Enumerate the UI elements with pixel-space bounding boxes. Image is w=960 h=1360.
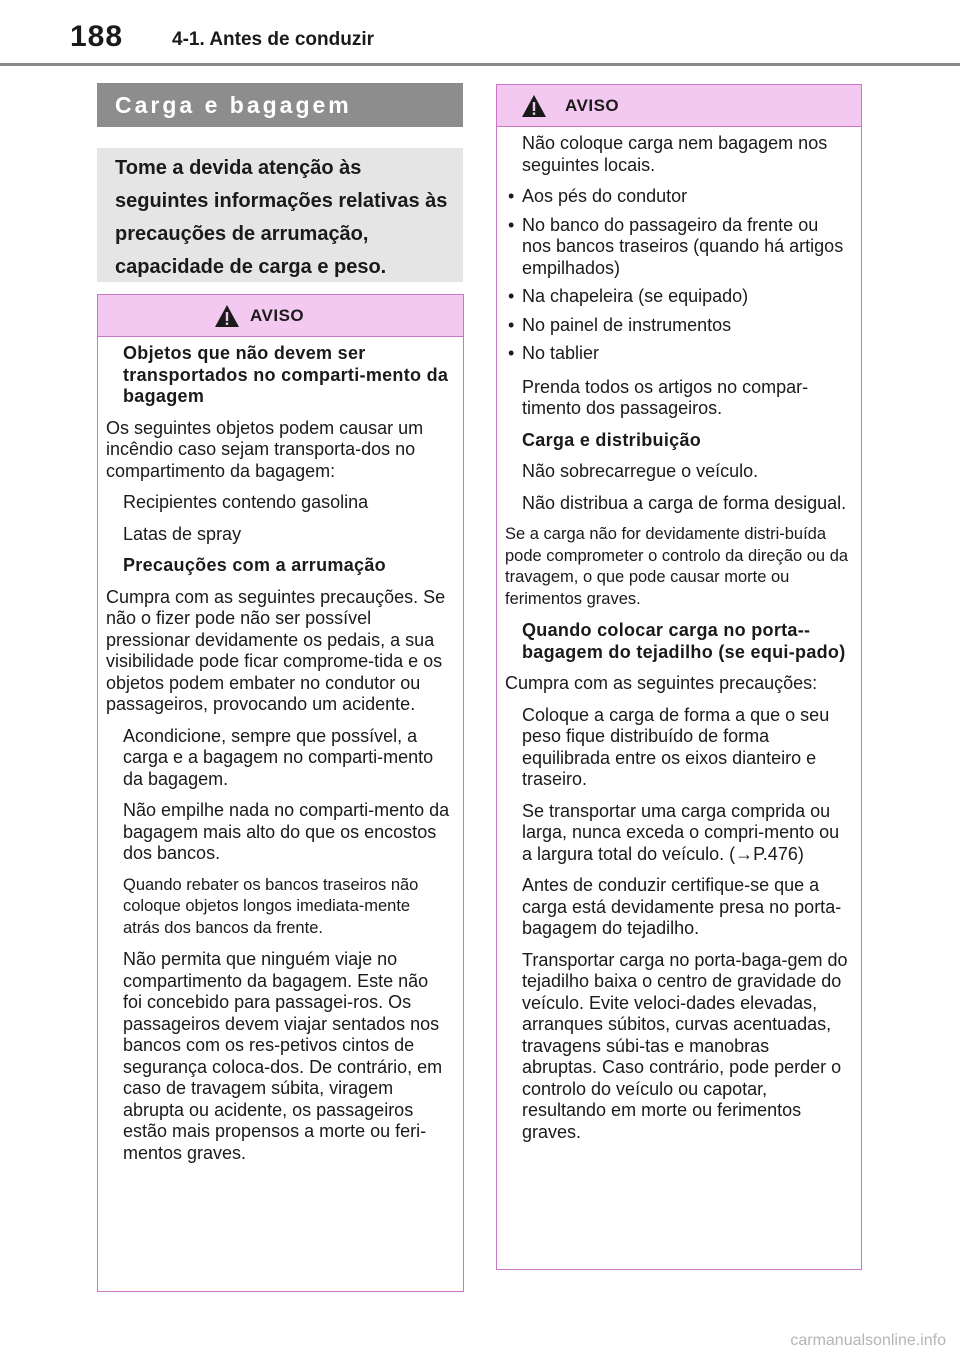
warning-header <box>98 295 463 337</box>
warning-item: Coloque a carga de forma a que o seu peso fique distribuído de forma equilibrada entre os eixos dianteiro e traseiro. <box>522 704 830 789</box>
warning-item: Latas de spray <box>123 523 242 544</box>
warning-label: AVISO <box>565 96 620 115</box>
warning-body <box>98 337 463 1164</box>
warning-box-right <box>496 84 862 1270</box>
warning-item: Antes de conduzir certifique-se que a carga está devidamente presa no porta-bagagem do tejadilho. <box>522 875 842 938</box>
warning-item: Quando rebater os bancos traseiros não coloque objetos longos imediata-mente atrás dos bancos da frente. <box>123 875 419 937</box>
warning-item: Não distribua a carga de forma desigual. <box>522 492 847 513</box>
warning-text: Prenda todos os artigos no compar-timento dos passageiros. <box>522 376 809 418</box>
warning-text: Não coloque carga nem bagagem nos seguintes locais. <box>522 133 828 175</box>
warning-item: Recipientes contendo gasolina <box>123 492 369 512</box>
warning-header <box>497 85 861 127</box>
warning-text: Se a carga não for devidamente distri-buída pode comprometer o controlo da direção ou da travagem, o que pode causar morte ou ferimentos graves. <box>505 525 849 608</box>
bullet-item: • Na chapeleira (se equipado) <box>505 286 849 308</box>
section-title: 4-1. Antes de conduzir <box>172 29 374 50</box>
warning-text: Os seguintes objetos podem causar um incêndio caso sejam transporta-dos no compartimento da bagagem: <box>106 417 424 481</box>
warning-subheading: Precauções com a arrumação <box>123 555 386 575</box>
intro-text: Tome a devida atenção às seguintes informações relativas às precauções de arrumação, capacidade de carga e peso. <box>115 157 448 278</box>
warning-body <box>497 127 861 1143</box>
bullet-item: • No tablier <box>505 343 849 365</box>
watermark: carmanualsonline.info <box>790 1332 946 1349</box>
warning-text: Cumpra com as seguintes precauções. Se não o fizer pode não ser possível pressionar devidamente os pedais, a sua visibilidade pode ficar comprome-tida e os objetos podem embater no condutor ou passageiros, provocando um acidente. <box>106 586 446 714</box>
bullet-item: • No painel de instrumentos <box>505 315 849 337</box>
warning-item: Não permita que ninguém viaje no compartimento da bagagem. Este não foi concebido para passagei-ros. Os passageiros devem viajar sentados nos bancos com os res-petivos cintos de segurança coloca-dos. De contrário, em caso de travagem súbita, viragem abrupta ou acidente, os passageiros estão mais propensos a morte ou feri-mentos graves. <box>123 949 443 1163</box>
warning-item: Se transportar uma carga comprida ou larga, nunca exceda o compri-mento ou a largura total do veículo. (→P.476) <box>522 800 840 864</box>
warning-item: Acondicione, sempre que possível, a carga e a bagagem no comparti-mento da bagagem. <box>123 725 434 789</box>
warning-label: AVISO <box>250 306 305 325</box>
section-heading: Carga e bagagem <box>97 83 463 127</box>
warning-box-left <box>97 294 464 1292</box>
warning-subheading: Objetos que não devem ser transportados no comparti-mento da bagagem <box>123 343 449 406</box>
page-number: 188 <box>70 20 124 53</box>
warning-triangle-icon <box>521 94 547 118</box>
warning-item: Transportar carga no porta-baga-gem do tejadilho baixa o centro de gravidade do veículo. Evite veloci-dades elevadas, arranques súbitos, curvas acentuadas, travagens súbi-tas e manobras abruptas. Caso contrário, pode perder o controlo do veículo ou capotar, resultando em morte ou ferimentos graves. <box>522 949 848 1142</box>
header-divider <box>0 63 960 66</box>
bullet-item: • No banco do passageiro da frente ou nos bancos traseiros (quando há artigos empilhados) <box>505 215 849 280</box>
warning-triangle-icon <box>214 304 240 328</box>
warning-item: Não empilhe nada no comparti-mento da bagagem mais alto do que os encostos dos bancos. <box>123 800 450 863</box>
bullet-item: • Aos pés do condutor <box>505 186 849 208</box>
bullet-list <box>505 186 849 365</box>
warning-subheading: Carga e distribuição <box>522 429 702 450</box>
warning-text: Cumpra com as seguintes precauções: <box>505 673 818 693</box>
warning-item: Não sobrecarregue o veículo. <box>522 461 759 481</box>
warning-subheading: Quando colocar carga no porta--bagagem do tejadilho (se equi-pado) <box>522 620 846 662</box>
page-header <box>0 0 960 70</box>
intro-box <box>97 148 463 282</box>
